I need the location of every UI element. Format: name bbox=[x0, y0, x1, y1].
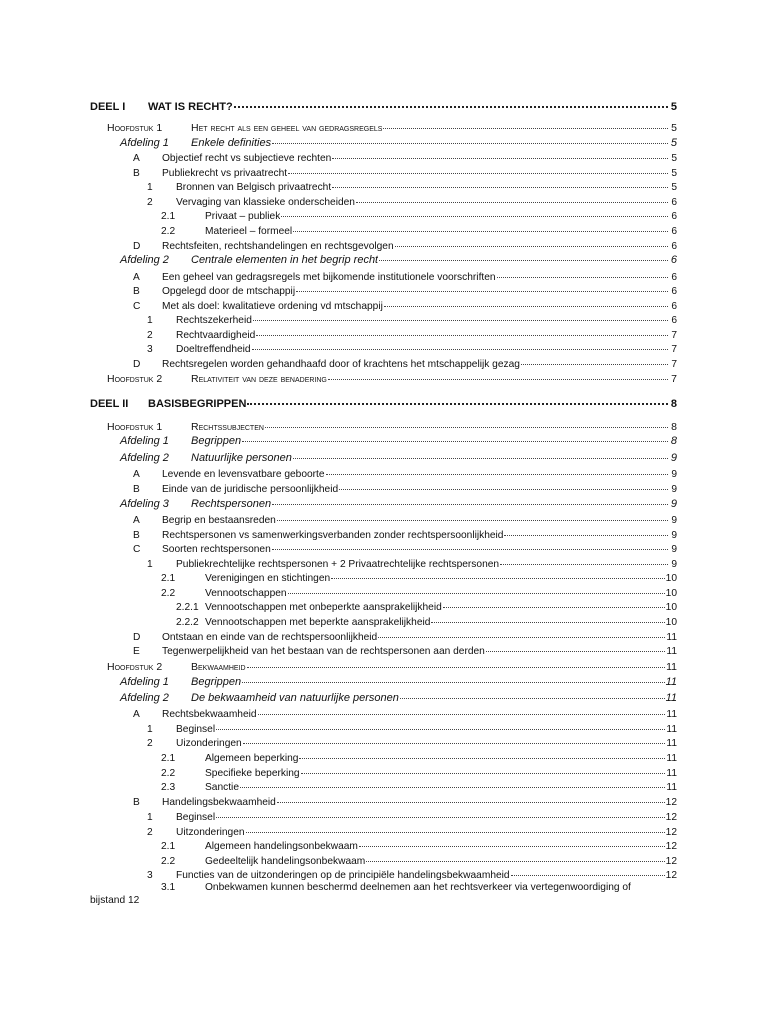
toc-entry-number: D bbox=[133, 359, 141, 370]
dot-leader bbox=[216, 806, 665, 818]
toc-entry-page: 9 bbox=[671, 559, 677, 570]
toc-entry-title: Een geheel van gedragsregels met bijkomende institutionele voorschriften bbox=[162, 272, 496, 283]
toc-entry-title: Vennootschappen bbox=[205, 588, 287, 599]
toc-entry-page: 10 bbox=[665, 602, 677, 613]
dot-leader bbox=[384, 295, 668, 307]
dot-leader bbox=[379, 249, 668, 261]
toc-entry-page: 11 bbox=[666, 738, 677, 749]
toc-entry-title: Opgelegd door de mtschappij bbox=[162, 286, 296, 297]
toc-entry-page: 9 bbox=[671, 530, 677, 541]
toc-entry-title: Begrip en bestaansreden bbox=[162, 515, 276, 526]
toc-entry-title: Met als doel: kwalitatieve ordening vd mtschappij bbox=[162, 301, 383, 312]
toc-entry-title: Gedeeltelijk handelingsonbekwaam bbox=[205, 856, 366, 867]
toc-entry-title: Begrippen bbox=[191, 676, 242, 688]
toc-entry-deel[interactable] bbox=[90, 394, 677, 411]
toc-entry-number: 2.1 bbox=[161, 753, 176, 764]
dot-leader bbox=[299, 747, 665, 759]
toc-entry-title: Bronnen van Belgisch privaatrecht bbox=[176, 182, 332, 193]
toc-entry-number: 1 bbox=[147, 182, 153, 193]
toc-entry-page: 5 bbox=[671, 122, 677, 134]
toc-entry-title: Algemeen handelingsonbekwaam bbox=[205, 841, 358, 852]
toc-entry-title: Objectief recht vs subjectieve rechten bbox=[162, 153, 332, 164]
toc-entry-number: Afdeling 1 bbox=[120, 435, 169, 447]
toc-entry-title: Rechtsbekwaamheid bbox=[162, 709, 257, 720]
toc-entry-title: Uitzonderingen bbox=[176, 827, 245, 838]
toc-entry-number: 2.2 bbox=[161, 856, 176, 867]
dot-leader bbox=[253, 309, 668, 321]
toc-entry-page: 5 bbox=[670, 101, 677, 113]
dot-leader bbox=[293, 447, 668, 459]
toc-entry-page: 11 bbox=[666, 724, 677, 735]
toc-entry-page: 6 bbox=[671, 286, 677, 297]
toc-entry-title: Algemeen beperking bbox=[205, 753, 299, 764]
dot-leader bbox=[272, 493, 668, 505]
toc-entry-number: DEEL II bbox=[90, 398, 129, 410]
toc-entry-page: 6 bbox=[671, 301, 677, 312]
dot-leader bbox=[326, 463, 668, 475]
toc-entry-title: Begrippen bbox=[191, 435, 242, 447]
toc-entry-number: 2 bbox=[147, 827, 153, 838]
toc-entry-number: Hoofdstuk 1 bbox=[107, 122, 163, 134]
dot-leader bbox=[366, 850, 664, 862]
toc-entry-title: Rechtvaardigheid bbox=[176, 330, 256, 341]
toc-entry-number: 3 bbox=[147, 344, 153, 355]
toc-entry-page: 11 bbox=[666, 782, 677, 793]
toc-entry-page: 12 bbox=[665, 827, 677, 838]
dot-leader bbox=[332, 176, 668, 188]
toc-entry-number: 2.1 bbox=[161, 573, 176, 584]
dot-leader bbox=[504, 524, 668, 536]
toc-entry-title: De bekwaamheid van natuurlijke personen bbox=[191, 692, 399, 704]
toc-entry-number: A bbox=[133, 153, 140, 164]
toc-entry-item[interactable] bbox=[90, 866, 677, 882]
toc-entry-number: 3 bbox=[147, 870, 153, 881]
toc-entry-page: 5 bbox=[671, 153, 677, 164]
dot-leader bbox=[356, 191, 668, 203]
toc-entry-page: 10 bbox=[665, 588, 677, 599]
dot-leader bbox=[288, 162, 668, 174]
dot-leader bbox=[247, 392, 668, 405]
toc-entry-title-line2: bijstand 12 bbox=[90, 895, 140, 906]
toc-entry-number: Hoofdstuk 2 bbox=[107, 661, 163, 673]
toc-entry-number: Afdeling 2 bbox=[120, 452, 169, 464]
toc-entry-number: A bbox=[133, 469, 140, 480]
toc-entry-title: Rechtspersonen vs samenwerkingsverbanden zonder rechtspersoonlijkheid bbox=[162, 530, 504, 541]
toc-entry-title: Ontstaan en einde van de rechtspersoonlijkheid bbox=[162, 632, 378, 643]
toc-entry-number: 1 bbox=[147, 315, 153, 326]
toc-entry-page: 6 bbox=[671, 226, 677, 237]
toc-entry-page: 7 bbox=[671, 359, 677, 370]
dot-leader bbox=[272, 538, 668, 550]
dot-leader bbox=[277, 509, 668, 521]
toc-entry-number: 2.2.2 bbox=[176, 617, 199, 628]
toc-entry-number: Afdeling 3 bbox=[120, 498, 169, 510]
toc-entry-page: 7 bbox=[671, 373, 677, 385]
toc-entry-page: 12 bbox=[665, 856, 677, 867]
toc-entry-title: Handelingsbekwaamheid bbox=[162, 797, 276, 808]
toc-entry-page: 11 bbox=[666, 753, 677, 764]
toc-entry-number: 1 bbox=[147, 559, 153, 570]
toc-entry-number: B bbox=[133, 286, 140, 297]
toc-entry-title: Sanctie bbox=[205, 782, 239, 793]
toc-entry-title: Specifieke beperking bbox=[205, 768, 300, 779]
dot-leader bbox=[258, 703, 666, 715]
toc-entry-number: 2.1 bbox=[161, 211, 176, 222]
dot-leader bbox=[256, 324, 668, 336]
toc-entry-title: Vennootschappen met onbeperkte aansprakelijkheid bbox=[205, 602, 442, 613]
toc-entry-number: C bbox=[133, 544, 141, 555]
dot-leader bbox=[272, 132, 668, 144]
dot-leader bbox=[486, 640, 666, 652]
toc-entry-number: 1 bbox=[147, 724, 153, 735]
toc-entry-number: Afdeling 1 bbox=[120, 676, 169, 688]
toc-entry-title: Einde van de juridische persoonlijkheid bbox=[162, 484, 339, 495]
toc-entry-page: 6 bbox=[671, 241, 677, 252]
dot-leader bbox=[243, 732, 666, 744]
toc-entry-page: 11 bbox=[665, 676, 677, 688]
toc-entry-number: B bbox=[133, 168, 140, 179]
dot-leader bbox=[331, 567, 664, 579]
toc-entry-title: Materieel – formeel bbox=[205, 226, 293, 237]
toc-entry-number: B bbox=[133, 530, 140, 541]
toc-entry-title: Centrale elementen in het begrip recht bbox=[191, 254, 379, 266]
toc-entry-page: 11 bbox=[666, 768, 677, 779]
toc-entry-number: 2.3 bbox=[161, 782, 176, 793]
dot-leader bbox=[500, 553, 668, 565]
toc-entry-title: Verenigingen en stichtingen bbox=[205, 573, 331, 584]
toc-entry-wrapped[interactable] bbox=[90, 881, 677, 907]
toc-entry-title: Soorten rechtspersonen bbox=[162, 544, 271, 555]
toc-entry-deel[interactable] bbox=[90, 97, 677, 114]
toc-entry-title: Publiekrecht vs privaatrecht bbox=[162, 168, 288, 179]
toc-entry-page: 8 bbox=[671, 421, 677, 433]
toc-entry-number: A bbox=[133, 709, 140, 720]
toc-entry-page: 9 bbox=[671, 515, 677, 526]
toc-entry-number: E bbox=[133, 646, 140, 657]
toc-entry-page: 7 bbox=[671, 344, 677, 355]
toc-entry-title: Natuurlijke personen bbox=[191, 452, 292, 464]
toc-entry-title: Rechtszekerheid bbox=[176, 315, 252, 326]
toc-entry-page: 12 bbox=[665, 812, 677, 823]
toc-entry-title: Enkele definities bbox=[191, 137, 272, 149]
toc-entry-title: Vervaging van klassieke onderscheiden bbox=[176, 197, 355, 208]
toc-entry-page: 12 bbox=[665, 870, 677, 881]
toc-entry-number: DEEL I bbox=[90, 101, 126, 113]
toc-entry-number: 2.2 bbox=[161, 768, 176, 779]
toc-entry-number: A bbox=[133, 515, 140, 526]
toc-entry-number: Afdeling 1 bbox=[120, 137, 169, 149]
dot-leader bbox=[242, 671, 664, 683]
toc-entry-title: Tegenwerpelijkheid van het bestaan van de rechtspersonen aan derden bbox=[162, 646, 485, 657]
toc-entry-title: Rechtspersonen bbox=[191, 498, 272, 510]
dot-leader bbox=[511, 864, 665, 876]
toc-entry-title: Rechtssubjecten bbox=[191, 421, 264, 433]
dot-leader bbox=[277, 791, 665, 803]
toc-entry-title: Publiekrechtelijke rechtspersonen + 2 Privaatrechtelijke rechtspersonen bbox=[176, 559, 500, 570]
toc-entry-title: Uizonderingen bbox=[176, 738, 242, 749]
toc-entry-title: Vennootschappen met beperkte aansprakelijkheid bbox=[205, 617, 431, 628]
toc-entry-number: B bbox=[133, 484, 140, 495]
toc-entry-page: 9 bbox=[670, 498, 677, 510]
dot-leader bbox=[234, 95, 668, 108]
toc-entry-number: Hoofdstuk 2 bbox=[107, 373, 163, 385]
toc-entry-number: C bbox=[133, 301, 141, 312]
toc-entry-page: 9 bbox=[671, 469, 677, 480]
dot-leader bbox=[395, 235, 668, 247]
toc-entry-page: 10 bbox=[665, 617, 677, 628]
toc-entry-page: 6 bbox=[671, 211, 677, 222]
toc-entry-number: 3.1 bbox=[161, 882, 176, 893]
dot-leader bbox=[378, 626, 665, 638]
toc-entry-page: 5 bbox=[670, 137, 677, 149]
toc-entry-page: 5 bbox=[671, 168, 677, 179]
toc-entry-number: A bbox=[133, 272, 140, 283]
dot-leader bbox=[216, 718, 665, 730]
dot-leader bbox=[252, 338, 668, 350]
toc-entry-number: 2 bbox=[147, 330, 153, 341]
toc-entry-page: 8 bbox=[670, 435, 677, 447]
toc-entry-number: 2.1 bbox=[161, 841, 176, 852]
toc-entry-title: Bekwaamheid bbox=[191, 661, 246, 673]
dot-leader bbox=[265, 416, 668, 428]
toc-entry-title: Functies van de uitzonderingen op de principiële handelingsbekwaamheid bbox=[176, 870, 510, 881]
toc-entry-page: 8 bbox=[670, 398, 677, 410]
dot-leader bbox=[497, 266, 668, 278]
toc-entry-page: 5 bbox=[671, 182, 677, 193]
toc-entry-number: 2.2 bbox=[161, 226, 176, 237]
toc-entry-page: 6 bbox=[671, 315, 677, 326]
toc-entry-page: 9 bbox=[671, 484, 677, 495]
toc-entry-afd[interactable] bbox=[90, 251, 677, 267]
dot-leader bbox=[247, 656, 666, 668]
dot-leader bbox=[521, 353, 668, 365]
toc-entry-number: Hoofdstuk 1 bbox=[107, 421, 163, 433]
dot-leader bbox=[246, 821, 665, 833]
toc-entry-page: 12 bbox=[665, 797, 677, 808]
toc-entry-title: Relativiteit van deze benadering bbox=[191, 373, 327, 385]
toc-entry-page: 11 bbox=[666, 646, 677, 657]
dot-leader bbox=[383, 117, 668, 129]
dot-leader bbox=[281, 205, 668, 217]
toc-entry-page: 12 bbox=[665, 841, 677, 852]
toc-entry-page: 6 bbox=[671, 197, 677, 208]
dot-leader bbox=[288, 582, 665, 594]
dot-leader bbox=[301, 762, 666, 774]
toc-entry-number: Afdeling 2 bbox=[120, 692, 169, 704]
toc-entry-number: D bbox=[133, 241, 141, 252]
toc-entry-page: 11 bbox=[666, 632, 677, 643]
toc-entry-number: 2.2.1 bbox=[176, 602, 199, 613]
toc-entry-number: B bbox=[133, 797, 140, 808]
toc-entry-number: Afdeling 2 bbox=[120, 254, 169, 266]
toc-entry-page: 7 bbox=[671, 330, 677, 341]
dot-leader bbox=[359, 835, 665, 847]
toc-entry-page: 9 bbox=[670, 452, 677, 464]
toc-entry-page: 9 bbox=[671, 544, 677, 555]
toc-entry-hfd[interactable] bbox=[90, 370, 677, 386]
dot-leader bbox=[240, 776, 665, 788]
toc-entry-number: D bbox=[133, 632, 141, 643]
toc-entry-page: 6 bbox=[670, 254, 677, 266]
toc-entry-title-line1: Onbekwamen kunnen beschermd deelnemen aan het rechtsverkeer via vertegenwoordiging of bbox=[205, 882, 631, 893]
toc-entry-title: Beginsel bbox=[176, 724, 216, 735]
dot-leader bbox=[242, 430, 668, 442]
toc-entry-page: 11 bbox=[666, 661, 677, 673]
dot-leader bbox=[293, 220, 668, 232]
toc-entry-title: Doeltreffendheid bbox=[176, 344, 251, 355]
toc-entry-page: 11 bbox=[665, 692, 677, 704]
dot-leader bbox=[332, 147, 668, 159]
toc-entry-title: BASISBEGRIPPEN bbox=[148, 398, 247, 410]
dot-leader bbox=[431, 611, 664, 623]
toc-entry-afd[interactable] bbox=[90, 432, 677, 448]
toc-entry-title: Beginsel bbox=[176, 812, 216, 823]
toc-entry-page: 10 bbox=[665, 573, 677, 584]
dot-leader bbox=[400, 687, 665, 699]
toc-entry-number: 2.2 bbox=[161, 588, 176, 599]
toc-entry-page: 11 bbox=[666, 709, 677, 720]
toc-entry-title: Levende en levensvatbare geboorte bbox=[162, 469, 325, 480]
dot-leader bbox=[339, 478, 668, 490]
toc-entry-number: 2 bbox=[147, 197, 153, 208]
dot-leader bbox=[443, 596, 665, 608]
toc-entry-number: 1 bbox=[147, 812, 153, 823]
toc-entry-title: Het recht als een geheel van gedragsregels bbox=[191, 122, 383, 134]
toc-entry-title: WAT IS RECHT? bbox=[148, 101, 233, 113]
dot-leader bbox=[296, 280, 668, 292]
dot-leader bbox=[328, 368, 668, 380]
toc-entry-page: 6 bbox=[671, 272, 677, 283]
toc-entry-title: Rechtsregelen worden gehandhaafd door of krachtens het mtschappelijk gezag bbox=[162, 359, 520, 370]
toc-entry-number: 2 bbox=[147, 738, 153, 749]
toc-entry-title: Rechtsfeiten, rechtshandelingen en rechtsgevolgen bbox=[162, 241, 394, 252]
toc-entry-title: Privaat – publiek bbox=[205, 211, 281, 222]
